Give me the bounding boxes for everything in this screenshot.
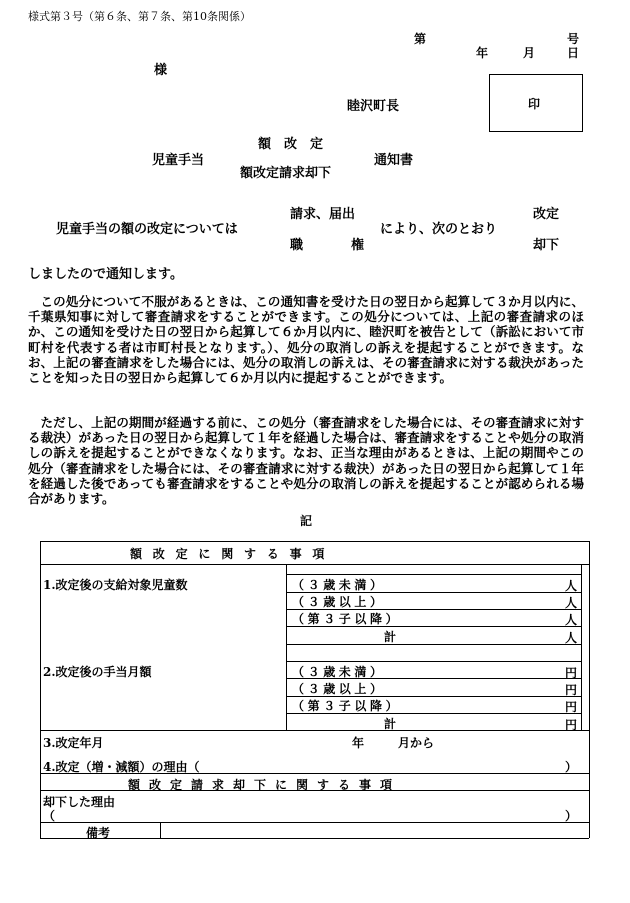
rejection-reason-open-paren: （: [43, 809, 56, 823]
children-total-label: 計: [384, 630, 397, 644]
appeal-notice-paragraph-2: ただし、上記の期間が経過する前に、この処分（審査請求をした場合には、その審査請求に対する裁決）があった日の翌日から起算して１年を経過した場合は、審査請求をすることや処分の取消しの訴えを提起することができなくなります。なお、正当な理由があるときは、上記の期間やこの処分（審査請求をした場合には、その審査請求に対する裁決）があった日の翌日から起算して１年を経過した後であっても審査請求をすることや処分の取消しの訴えを提起することが認められる場合があります。: [28, 415, 584, 507]
item3-year-label: 年: [352, 736, 365, 750]
item3-label: 3.改定年月: [43, 736, 104, 750]
reason-ex-officio-b: 権: [351, 238, 365, 253]
children-total-unit: 人: [565, 631, 578, 645]
reason-ex-officio-a: 職: [290, 238, 304, 253]
amount-row-third-unit: 円: [565, 700, 578, 714]
amount-row-over3-label: （３歳以上）: [292, 682, 386, 696]
lead-middle: により、次のとおり: [380, 222, 498, 237]
children-row-under3-label: （３歳未満）: [292, 578, 386, 592]
outcome-kaitei: 改定: [533, 207, 560, 222]
amount-row-third-label: （第３子以降）: [292, 699, 402, 713]
title-prefix: 児童手当: [152, 153, 205, 168]
appeal-notice-paragraph-1: この処分について不服があるときは、この通知書を受けた日の翌日から起算して３か月以内に、千葉県知事に対して審査請求をすることができます。この処分については、上記の審査請求のほか、この通知を受けた日の翌日から起算して６か月以内に、睦沢町を被告として（訴訟において市町村を代表する者は市町村長となります。）、処分の取消しの訴えを提起することができます。なお、上記の審査請求をした場合には、処分の取消しの訴えは、その審査請求に対する裁決があったことを知った日の翌日から起算して６か月以内に提起することができます。: [28, 294, 584, 386]
title-option-kyakka: 額改定請求却下: [240, 166, 332, 181]
title-option-kaitei: 額 改 定: [258, 137, 324, 152]
amount-row-over3-unit: 円: [565, 683, 578, 697]
amount-row-under3-unit: 円: [565, 666, 578, 680]
lead-closing: しましたので通知します。: [28, 267, 183, 282]
ki-label: 記: [300, 514, 313, 528]
remarks-label: 備考: [86, 826, 111, 840]
item1-label: 1.改定後の支給対象児童数: [43, 578, 188, 592]
recipient-honorific: 様: [154, 63, 168, 78]
children-row-third-label: （第３子以降）: [292, 612, 402, 626]
heading-rejection-details: 額改定請求却下に関する事項: [128, 778, 402, 792]
amount-total-label: 計: [384, 717, 397, 731]
children-row-over3-unit: 人: [565, 596, 578, 610]
date-month-label: 月: [523, 46, 536, 60]
reason-request: 請求、届出: [290, 207, 356, 222]
children-row-third-unit: 人: [565, 613, 578, 627]
form-number-label: 様式第３号（第６条、第７条、第10条関係）: [28, 10, 251, 23]
title-suffix: 通知書: [374, 153, 414, 168]
rejection-reason-label: 却下した理由: [43, 795, 116, 809]
item4-close-paren: ）: [565, 760, 578, 774]
issuer-name: 睦沢町長: [347, 99, 400, 114]
item2-label: 2.改定後の手当月額: [43, 665, 152, 679]
document-number-prefix: 第: [414, 32, 427, 46]
rejection-reason-close-paren: ）: [565, 809, 578, 823]
outcome-kyakka: 却下: [533, 238, 560, 253]
item3-from-label: 月から: [398, 736, 435, 750]
children-row-under3-unit: 人: [565, 579, 578, 593]
date-year-label: 年: [476, 46, 489, 60]
children-row-over3-label: （３歳以上）: [292, 595, 386, 609]
seal-label: 印: [528, 97, 541, 111]
amount-total-unit: 円: [565, 718, 578, 732]
document-number-suffix: 号: [567, 32, 580, 46]
date-day-label: 日: [567, 46, 580, 60]
item4-label: 4.改定（増・減額）の理由（: [43, 760, 200, 774]
heading-kaitei-details: 額改定に関する事項: [130, 547, 336, 561]
amount-row-under3-label: （３歳未満）: [292, 665, 386, 679]
lead-text: 児童手当の額の改定については: [56, 222, 238, 237]
